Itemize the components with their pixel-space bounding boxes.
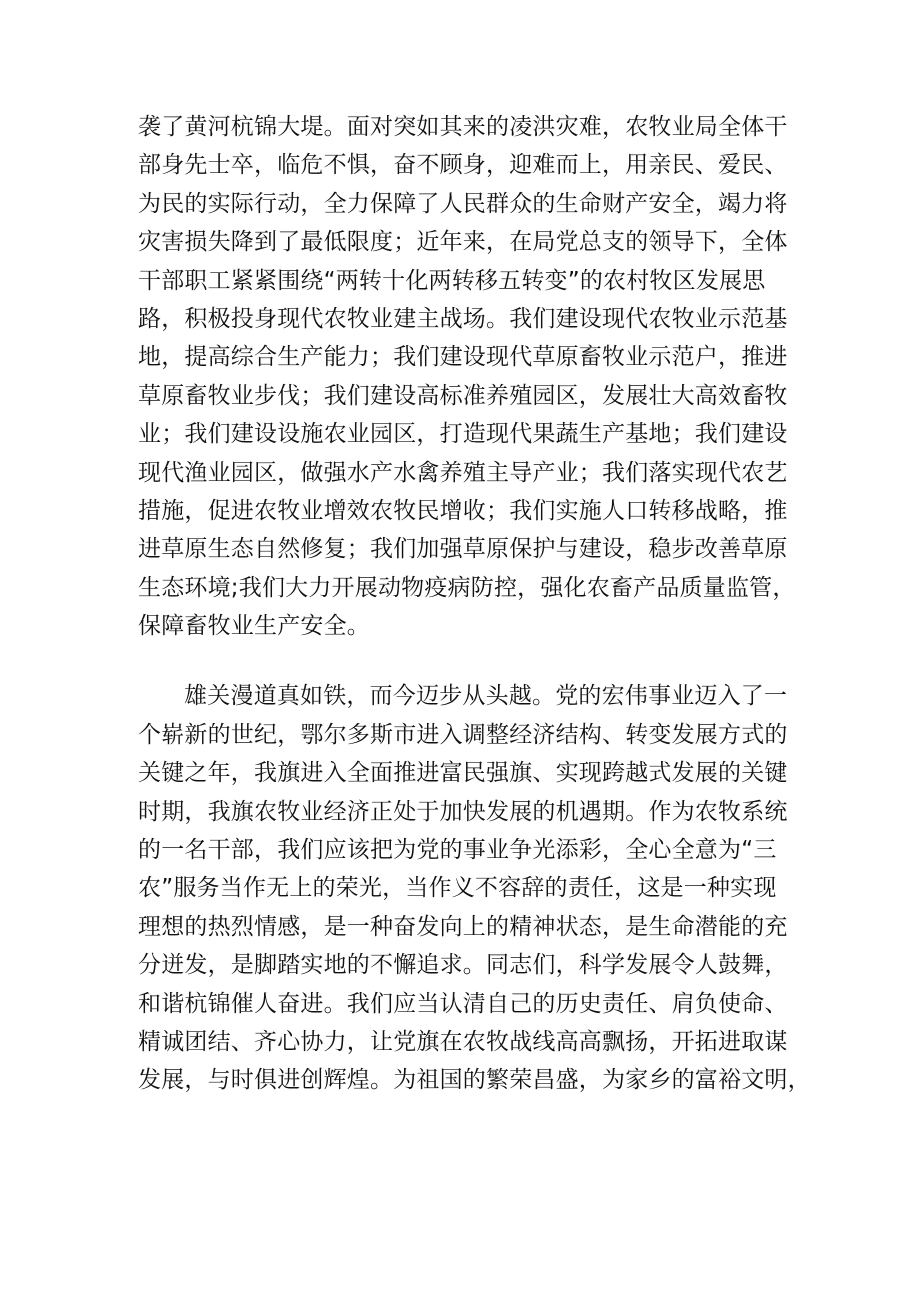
text-line: 的一名干部，我们应该把为党的事业争光添彩，全心全意为“三 (138, 837, 777, 864)
text-line: 保障畜牧业生产安全。 (138, 613, 370, 640)
text-line: 部身先士卒，临危不惧，奋不顾身，迎难而上，用亲民、爱民、 (138, 152, 788, 179)
text-line: 发展，与时俱进创辉煌。为祖国的繁荣昌盛，为家乡的富裕文明， (138, 1067, 811, 1094)
text-line: 灾害损失降到了最低限度；近年来，在局党总支的领导下，全体 (138, 229, 788, 256)
text-line: 农”服务当作无上的荣光，当作义不容辞的责任，这是一种实现 (138, 875, 777, 902)
text-line: 措施，促进农牧业增效农牧民增收；我们实施人口转移战略，推 (138, 497, 788, 524)
paragraph-2 (138, 677, 811, 1099)
text-line: 分迸发，是脚踏实地的不懈追求。同志们，科学发展令人鼓舞， (138, 952, 788, 979)
text-line: 干部职工紧紧围绕“两转十化两转移五转变”的农村牧区发展思 (138, 267, 766, 294)
text-line: 业；我们建设设施农业园区，打造现代果蔬生产基地；我们建设 (138, 421, 788, 448)
text-line: 草原畜牧业步伐；我们建设高标准养殖园区，发展壮大高效畜牧 (138, 382, 788, 409)
text-line: 路，积极投身现代农牧业建主战场。我们建设现代农牧业示范基 (138, 305, 788, 332)
text-line: 现代渔业园区，做强水产水禽养殖主导产业；我们落实现代农艺 (138, 459, 788, 486)
text-line-indented: 雄关漫道真如铁，而今迈步从头越。党的宏伟事业迈入了一 (184, 683, 788, 710)
text-line: 为民的实际行动，全力保障了人民群众的生命财产安全，竭力将 (138, 190, 788, 217)
text-line: 生态环境;我们大力开展动物疫病防控，强化农畜产品质量监管， (138, 574, 796, 601)
text-line: 个崭新的世纪，鄂尔多斯市进入调整经济结构、转变发展方式的 (138, 721, 788, 748)
text-line: 关键之年，我旗进入全面推进富民强旗、实现跨越式发展的关键 (138, 760, 788, 787)
paragraph-spacer (138, 645, 792, 677)
text-line: 和谐杭锦催人奋进。我们应当认清自己的历史责任、肩负使命、 (138, 990, 788, 1017)
paragraph-1 (138, 108, 796, 645)
document-page (138, 108, 811, 1100)
text-line: 进草原生态自然修复；我们加强草原保护与建设，稳步改善草原 (138, 536, 788, 563)
text-line: 袭了黄河杭锦大堤。面对突如其来的凌洪灾难，农牧业局全体干 (138, 114, 788, 140)
text-line: 时期，我旗农牧业经济正处于加快发展的机遇期。作为农牧系统 (138, 798, 788, 825)
text-line: 精诚团结、齐心协力，让党旗在农牧战线高高飘扬，开拓进取谋 (138, 1028, 788, 1055)
text-line: 理想的热烈情感，是一种奋发向上的精神状态，是生命潜能的充 (138, 913, 788, 940)
text-line: 地，提高综合生产能力；我们建设现代草原畜牧业示范户，推进 (138, 344, 788, 371)
